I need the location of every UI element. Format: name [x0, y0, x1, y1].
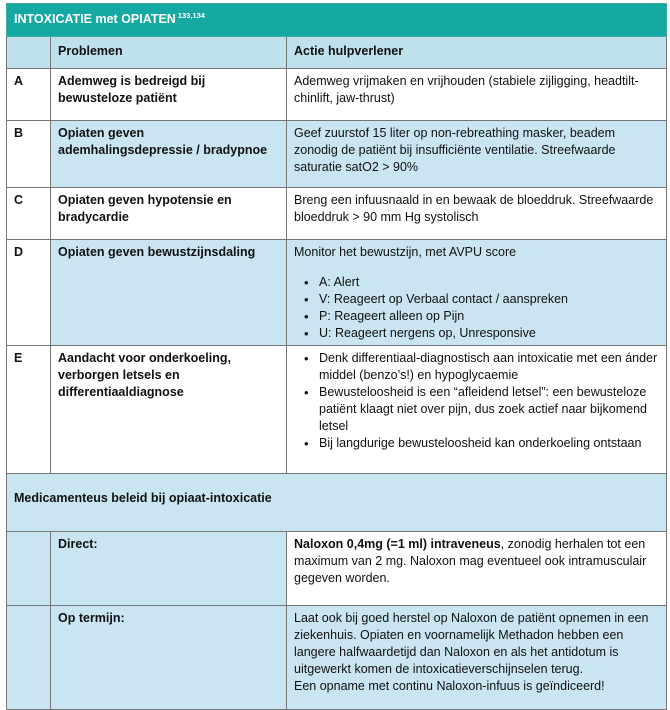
medication-blank-cell	[7, 532, 51, 606]
list-item: • A: Alert	[294, 274, 661, 291]
medication-heading: Medicamenteus beleid bij opiaat-intoxicatie	[7, 474, 667, 532]
avpu-list	[294, 274, 661, 342]
row-problem: Opiaten geven hypotensie en bradycardie	[51, 188, 287, 240]
title-text: INTOXICATIE met OPIATEN	[14, 12, 176, 26]
medication-later-text	[287, 606, 667, 710]
row-a	[7, 69, 667, 121]
row-action: Geef zuurstof 15 liter op non-rebreathing masker, beadem zonodig de patiënt bij insufficiënte ventilatie. Streefwaarde saturatie satO2 > 90%	[287, 121, 667, 188]
medication-later-indication: Een opname met continu Naloxon-infuus is geïndiceerd!	[294, 679, 605, 693]
header-letter-cell	[7, 37, 51, 69]
row-problem: Opiaten geven ademhalingsdepressie / bradypnoe	[51, 121, 287, 188]
row-c	[7, 188, 667, 240]
table-title-row	[7, 4, 667, 37]
differential-list	[294, 350, 661, 452]
list-item: • V: Reageert op Verbaal contact / aanspreken	[294, 291, 661, 308]
medication-direct-label: Direct:	[51, 532, 287, 606]
medication-direct-rest: , zonodig herhalen tot een maximum van 2 mg. Naloxon mag eventueel ook intramusculair gegeven worden.	[294, 537, 647, 585]
list-item: • Denk differentiaal-diagnostisch aan intoxicatie met een ánder middel (benzo’s!) en hypoglycaemie	[294, 350, 661, 384]
row-d	[7, 240, 667, 346]
row-e	[7, 346, 667, 474]
medication-blank-cell	[7, 606, 51, 710]
row-action: Breng een infuusnaald in en bewaak de bloeddruk. Streefwaarde bloeddruk > 90 mm Hg systolisch	[287, 188, 667, 240]
list-item: • Bewusteloosheid is een “afleidend letsel”: een bewusteloze patiënt klaagt niet over pijn, dus zoek actief naar bijkomend letsel	[294, 384, 661, 435]
row-letter: A	[7, 69, 51, 121]
medication-later-paragraph: Laat ook bij goed herstel op Naloxon de patiënt opnemen in een ziekenhuis. Opiaten en voornamelijk Methadon hebben een langere halfwaardetijd dan Naloxon en als het antidotum is uitgewerkt komen de intoxicatieverschijnselen terug.	[294, 611, 649, 676]
row-problem: Ademweg is bedreigd bij bewusteloze patiënt	[51, 69, 287, 121]
medication-direct-text	[287, 532, 667, 606]
header-row	[7, 37, 667, 69]
row-action: Ademweg vrijmaken en vrijhouden (stabiele zijligging, headtilt-chinlift, jaw-thrust)	[287, 69, 667, 121]
table-title	[7, 4, 667, 37]
list-item: • Bij langdurige bewusteloosheid kan onderkoeling ontstaan	[294, 435, 661, 452]
row-letter: C	[7, 188, 51, 240]
row-letter: D	[7, 240, 51, 346]
list-item: • P: Reageert alleen op Pijn	[294, 308, 661, 325]
row-problem: Opiaten geven bewustzijnsdaling	[51, 240, 287, 346]
medication-later-label: Op termijn:	[51, 606, 287, 710]
medication-direct-row	[7, 532, 667, 606]
header-action: Actie hulpverlener	[287, 37, 667, 69]
row-action	[287, 240, 667, 346]
medication-later-row	[7, 606, 667, 710]
row-letter: B	[7, 121, 51, 188]
row-b	[7, 121, 667, 188]
title-references: 133,134	[177, 11, 205, 20]
header-problems: Problemen	[51, 37, 287, 69]
opiate-intoxication-table	[6, 3, 667, 710]
row-problem: Aandacht voor onderkoeling, verborgen letsels en differentiaaldiagnose	[51, 346, 287, 474]
row-letter: E	[7, 346, 51, 474]
naloxone-dose: Naloxon 0,4mg (=1 ml) intraveneus	[294, 537, 501, 551]
medication-heading-row	[7, 474, 667, 532]
list-item: • U: Reageert nergens op, Unresponsive	[294, 325, 661, 342]
row-action	[287, 346, 667, 474]
row-action-text: Monitor het bewustzijn, met AVPU score	[294, 245, 517, 259]
